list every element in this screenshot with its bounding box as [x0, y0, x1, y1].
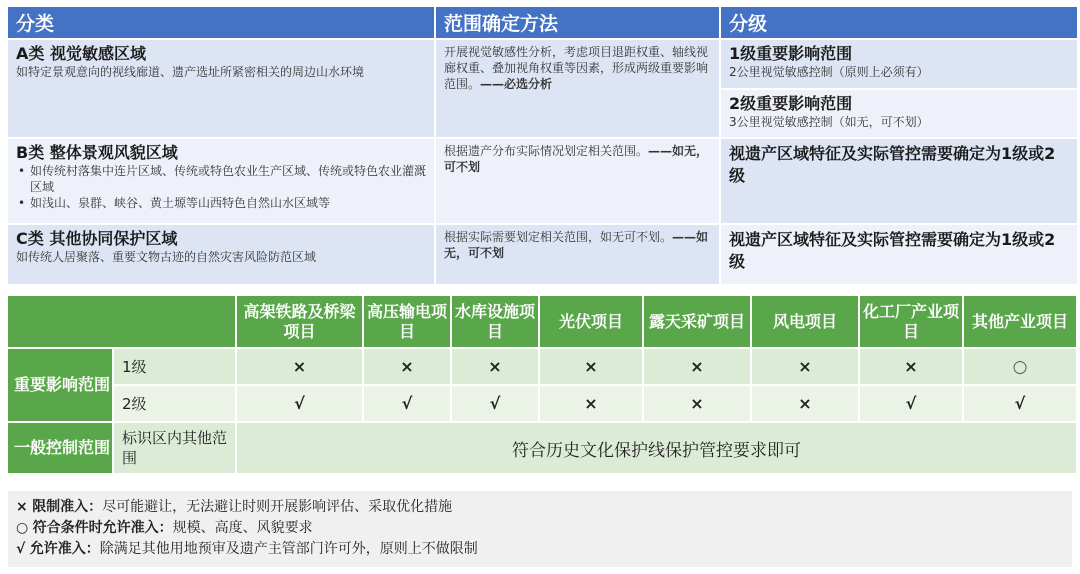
group-major-impact: 重要影响范围: [8, 349, 112, 421]
legend-restricted: [16, 497, 1064, 518]
level-2-sub: 3公里视觉敏感控制（如无，可不划）: [729, 115, 929, 129]
row-a-title: A类 视觉敏感区域: [16, 44, 146, 63]
row-b-bullet-2: • 如浅山、泉群、峡谷、黄土塬等山西特色自然山水区域等: [16, 195, 426, 211]
matrix-cell: ×: [452, 349, 538, 384]
matrix-cell: ×: [752, 349, 858, 384]
row-b-method-text: 根据遗产分布实际情况划定相关范围。: [444, 144, 649, 158]
row-c-level: [721, 225, 1077, 284]
col-header: 高压输电项目: [364, 296, 450, 347]
level-1-sub: 2公里视觉敏感控制（原则上必须有）: [729, 65, 929, 79]
row-level-1: 1级: [114, 349, 235, 384]
matrix-cell: ×: [644, 386, 750, 421]
row-a-desc: 如特定景观意向的视线廊道、遗产选址所紧密相关的周边山水环境: [16, 65, 365, 79]
matrix-cell: √: [860, 386, 962, 421]
row-c-desc: 如传统人居聚落、重要文物古迹的自然灾害风险防范区域: [16, 250, 317, 264]
row-a-method: [436, 40, 719, 137]
col-header: 风电项目: [752, 296, 858, 347]
legend-term: 限制准入：: [32, 499, 103, 515]
matrix-cell: √: [237, 386, 362, 421]
header-method: 范围确定方法: [436, 7, 719, 38]
group-general-control: 一般控制范围: [8, 423, 112, 473]
general-control-requirement: 符合历史文化保护线保护管控要求即可: [237, 423, 1076, 473]
legend-conditional: [16, 518, 1064, 539]
level-1-title: 1级重要影响范围: [729, 44, 853, 63]
project-matrix: [8, 296, 1072, 473]
level-2-title: 2级重要影响范围: [729, 94, 853, 113]
legend-symbol: ○: [16, 520, 29, 536]
header-category: 分类: [8, 7, 434, 38]
legend-term: 符合条件时允许准入：: [32, 520, 173, 536]
row-level-2: 2级: [114, 386, 235, 421]
matrix-cell: ×: [237, 349, 362, 384]
row-a-category: [8, 40, 434, 137]
matrix-corner: [8, 296, 235, 347]
matrix-cell: ×: [860, 349, 962, 384]
row-b-level-text: 视遗产区域特征及实际管控需要确定为1级或2级: [729, 144, 1056, 185]
row-c-method-text: 根据实际需要划定相关范围，如无可不划。: [444, 230, 673, 244]
col-header: 露天采矿项目: [644, 296, 750, 347]
legend-symbol: ×: [16, 499, 28, 515]
matrix-cell: ×: [644, 349, 750, 384]
col-header: 其他产业项目: [964, 296, 1076, 347]
row-c-level-text: 视遗产区域特征及实际管控需要确定为1级或2级: [729, 230, 1056, 271]
matrix-cell: √: [964, 386, 1076, 421]
matrix-cell: ×: [752, 386, 858, 421]
classification-table: [8, 7, 1073, 284]
legend: [8, 491, 1072, 567]
row-b-method: [436, 139, 719, 223]
col-header: 高架铁路及桥梁项目: [237, 296, 362, 347]
col-header: 化工厂产业项目: [860, 296, 962, 347]
legend-allowed: [16, 539, 1064, 560]
matrix-cell: ×: [540, 386, 642, 421]
matrix-cell: ○: [964, 349, 1076, 384]
row-b-bullet-1: • 如传统村落集中连片区域、传统或特色农业生产区域、传统或特色农业灌溉区域: [16, 163, 426, 195]
legend-symbol: √: [16, 541, 26, 557]
row-a-method-text: 开展视觉敏感性分析，考虑项目退距权重、轴线视廊权重、叠加视角权重等因素，形成两级重要影响范围。: [444, 45, 709, 91]
legend-text: 除满足其他用地预审及遗产主管部门许可外，原则上不做限制: [99, 541, 478, 557]
row-a-level-1: [721, 40, 1077, 88]
matrix-cell: ×: [540, 349, 642, 384]
legend-term: 允许准入：: [29, 541, 100, 557]
legend-text: 规模、高度、风貌要求: [172, 520, 313, 536]
header-level: 分级: [721, 7, 1077, 38]
row-c-method-note: ——如无，可不划: [444, 230, 709, 260]
col-header: 水库设施项目: [452, 296, 538, 347]
matrix-cell: √: [452, 386, 538, 421]
row-c-method: [436, 225, 719, 284]
row-a-level-2: [721, 90, 1077, 137]
row-a-method-note: ——必选分析: [480, 77, 553, 91]
legend-text: 尽可能避让，无法避让时则开展影响评估、采取优化措施: [102, 499, 453, 515]
row-b-level: [721, 139, 1077, 223]
row-b-category: [8, 139, 434, 223]
row-c-title: C类 其他协同保护区域: [16, 229, 178, 248]
general-control-scope: 标识区内其他范围: [114, 423, 235, 473]
matrix-cell: √: [364, 386, 450, 421]
row-b-method-note: ——如无，可不划: [444, 144, 709, 174]
row-b-title: B类 整体景观风貌区域: [16, 143, 178, 162]
col-header: 光伏项目: [540, 296, 642, 347]
matrix-cell: ×: [364, 349, 450, 384]
row-c-category: [8, 225, 434, 284]
